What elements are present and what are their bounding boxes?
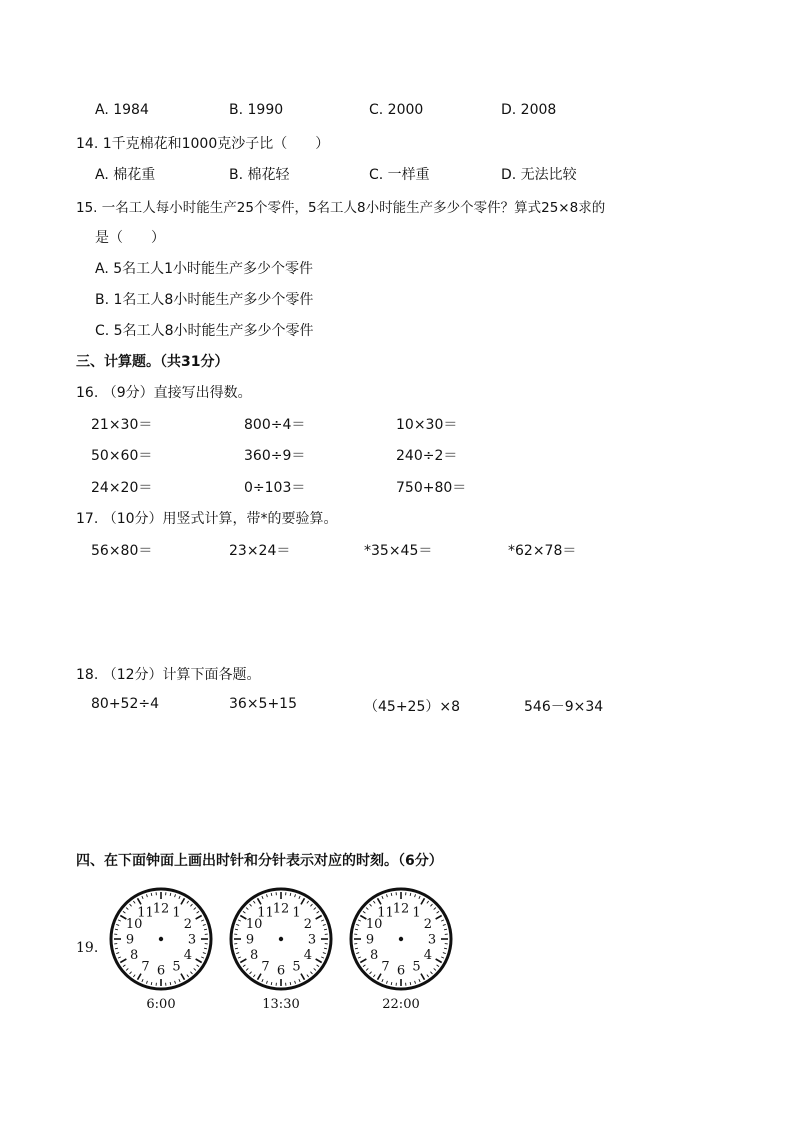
clock-number: 10 [365, 917, 383, 932]
q17-item: *35×45＝ [364, 543, 433, 559]
clock-number: 3 [307, 932, 317, 948]
clock-svg [229, 884, 333, 994]
q18-item: 36×5+15 [229, 696, 297, 712]
q14-option-c: C. 一样重 [369, 167, 430, 183]
clock-minute-tick [355, 929, 358, 930]
clock-number: 12 [152, 901, 170, 917]
clock-face[interactable] [349, 884, 453, 994]
clock-number: 5 [172, 959, 181, 975]
clock-number: 2 [303, 917, 312, 932]
clock-minute-tick [324, 929, 327, 930]
q17-item: 23×24＝ [229, 543, 291, 559]
clock-minute-tick [391, 982, 392, 985]
clock-number: 9 [365, 932, 375, 948]
clock-minute-tick [204, 929, 207, 930]
q15-option-c: C. 5名工人8小时能生产多少个零件 [95, 323, 314, 339]
q16-item: 0÷103＝ [244, 480, 306, 496]
q13-option-a: A. 1984 [95, 102, 149, 118]
clock-number: 2 [423, 917, 432, 932]
clock-number: 11 [137, 905, 154, 921]
clock-number: 5 [412, 959, 421, 975]
section-4-title: 四、在下面钟面上画出时针和分针表示对应的时刻。（6分） [76, 853, 443, 869]
q13-option-c: C. 2000 [369, 102, 424, 118]
clock-number: 8 [130, 948, 139, 963]
clock-number: 1 [412, 905, 421, 921]
clock-minute-tick [115, 948, 118, 949]
clock-center-dot [159, 937, 163, 941]
clock-number: 4 [303, 948, 312, 963]
clock-number: 5 [292, 959, 301, 975]
q13-option-d: D. 2008 [501, 102, 557, 118]
clock-minute-tick [151, 893, 152, 896]
clock-time-label: 13:30 [262, 997, 300, 1012]
clock-minute-tick [235, 929, 238, 930]
clock-time-label: 22:00 [382, 997, 420, 1012]
q15-option-b: B. 1名工人8小时能生产多少个零件 [95, 292, 314, 308]
clock-number: 1 [292, 905, 301, 921]
q19-number: 19. [76, 940, 99, 956]
clock-number: 10 [125, 917, 143, 932]
clock-number: 6 [396, 963, 406, 979]
clock-minute-tick [170, 982, 171, 985]
clock-number: 7 [141, 959, 150, 975]
clock-number: 11 [377, 905, 394, 921]
clock-number: 8 [370, 948, 379, 963]
q17-item: 56×80＝ [91, 543, 153, 559]
q16-item: 21×30＝ [91, 417, 153, 433]
q17-item: *62×78＝ [508, 543, 577, 559]
clock-minute-tick [410, 982, 411, 985]
clock-minute-tick [290, 982, 291, 985]
q16-item: 800÷4＝ [244, 417, 306, 433]
clock-minute-tick [444, 929, 447, 930]
q16-item: 50×60＝ [91, 448, 153, 464]
clock-center-dot [399, 937, 403, 941]
q16-item: 10×30＝ [396, 417, 458, 433]
q16-item: 750+80＝ [396, 480, 467, 496]
q16-item: 240÷2＝ [396, 448, 458, 464]
clock-number: 7 [261, 959, 270, 975]
clock-number: 12 [392, 901, 410, 917]
clock-number: 11 [257, 905, 274, 921]
clock-number: 9 [245, 932, 255, 948]
clock-minute-tick [444, 948, 447, 949]
clock-minute-tick [204, 948, 207, 949]
q14-option-a: A. 棉花重 [95, 167, 156, 183]
clock-minute-tick [170, 893, 171, 896]
clock-minute-tick [115, 929, 118, 930]
clock-center-dot [279, 937, 283, 941]
q18-item: 546－9×34 [524, 699, 604, 715]
q14-option-b: B. 棉花轻 [229, 167, 290, 183]
q15-stem-cont: 是（ ） [95, 230, 165, 246]
q15-stem: 15. 一名工人每小时能生产25个零件，5名工人8小时能生产多少个零件？算式25×8求的 [76, 200, 606, 216]
clock-number: 3 [187, 932, 197, 948]
q14-stem: 14. 1千克棉花和1000克沙子比（ ） [76, 136, 330, 152]
clock-number: 6 [156, 963, 166, 979]
q14-option-d: D. 无法比较 [501, 167, 577, 183]
clock-minute-tick [355, 948, 358, 949]
clock-minute-tick [271, 982, 272, 985]
q18-item: （45+25）×8 [364, 699, 460, 715]
clock-minute-tick [235, 948, 238, 949]
clock-number: 7 [381, 959, 390, 975]
clock-minute-tick [410, 893, 411, 896]
clock-svg [109, 884, 213, 994]
clock-svg [349, 884, 453, 994]
clock-number: 9 [125, 932, 135, 948]
clock-face[interactable] [229, 884, 333, 994]
q18-item: 80+52÷4 [91, 696, 159, 712]
q17-stem: 17. （10分）用竖式计算，带*的要验算。 [76, 511, 338, 527]
clock-minute-tick [391, 893, 392, 896]
q18-stem: 18. （12分）计算下面各题。 [76, 667, 261, 683]
section-3-title: 三、计算题。（共31分） [76, 354, 229, 370]
q16-item: 24×20＝ [91, 480, 153, 496]
q13-option-b: B. 1990 [229, 102, 284, 118]
clock-minute-tick [324, 948, 327, 949]
clock-number: 6 [276, 963, 286, 979]
clock-number: 8 [250, 948, 259, 963]
q16-item: 360÷9＝ [244, 448, 306, 464]
clock-time-label: 6:00 [146, 997, 176, 1012]
clock-number: 1 [172, 905, 181, 921]
clock-number: 3 [427, 932, 437, 948]
clock-minute-tick [290, 893, 291, 896]
clock-number: 10 [245, 917, 263, 932]
clock-minute-tick [151, 982, 152, 985]
clock-number: 4 [183, 948, 192, 963]
clock-minute-tick [271, 893, 272, 896]
clock-number: 2 [183, 917, 192, 932]
clock-number: 12 [272, 901, 290, 917]
clock-number: 4 [423, 948, 432, 963]
q16-stem: 16. （9分）直接写出得数。 [76, 385, 252, 401]
q15-option-a: A. 5名工人1小时能生产多少个零件 [95, 261, 314, 277]
clock-face[interactable] [109, 884, 213, 994]
